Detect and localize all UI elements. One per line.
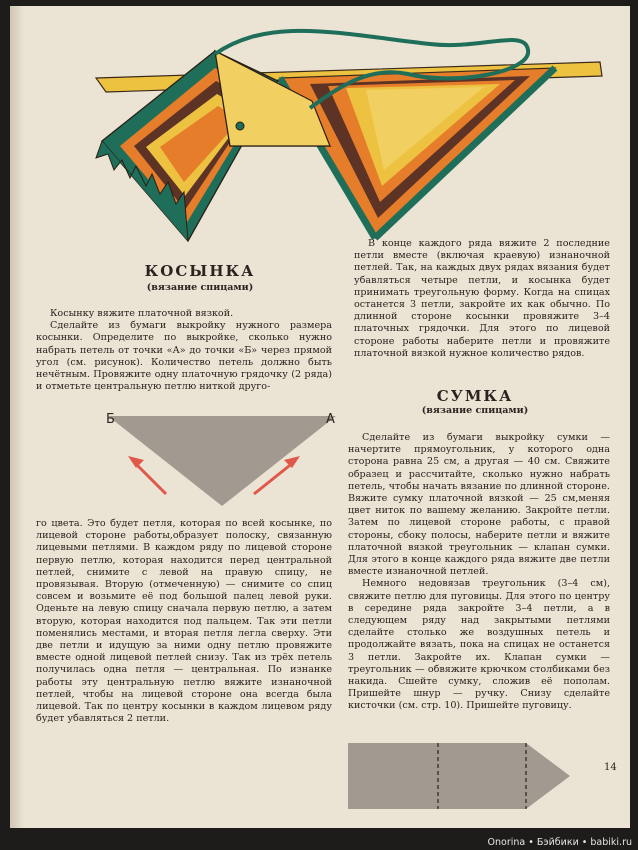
paragraph: В конце каждого ряда вяжите 2 последние петли вместе (включая краевую) изнаночной петлей. Так, на каждых двух рядах вязания будет убавляться четыре петли, и косынка будет принимать треугольную форму. Когда на спицах останется 3 петли, закройте их как обычно. По длинной стороне косынки провяжите 3–4 платочных грядочки. Для этого по лицевой стороне работы наберите петли и провяжите платочной вязкой нужное количество рядов. — [354, 238, 610, 359]
paragraph: Немного недовязав треугольник (3–4 см), свяжите петлю для пуговицы. Для этого по центру в середине ряда закройте 3–4 петли, а в следующем ряду над закрытыми петлями сделайте столько же воздушных петель и продолжайте вязать, пока на спицах не останется 3 петли. Закройте их. Клапан сумки — треугольник — обвяжите крючком столбиками без накида. Сшейте сумку, сложив её пополам. Пришейте шнур — ручку. Снизу сделайте кисточки (см. стр. 10). Пришейте пуговицу. — [348, 578, 610, 712]
kerchief-title: КОСЫНКА — [144, 262, 256, 280]
bag-text — [348, 432, 610, 713]
magazine-page — [10, 6, 630, 828]
paragraph: Сделайте из бумаги выкройку сумки — начертите прямоугольник, у которого одна сторона равна 25 см, а другая — 40 см. Свяжите образец и рассчитайте, сколько нужно набрать петель, чтобы начать вязание по длинной стороне. Вяжите сумку платочной вязкой — 25 см,меняя цвет ниток по вашему желанию. Закройте петли. Затем по лицевой стороне работы, с правой стороны, сбоку полосы, наберите петли и вяжите платочной вязкой треугольник — клапан сумки. Для этого в конце каждого ряда вяжите две петли вместе изнаночной петлей. — [348, 432, 610, 578]
bag-subtitle: (вязание спицами) — [421, 405, 529, 416]
watermark-credit: Onorina • Бэйбики • babiki.ru — [487, 837, 632, 848]
kerchief-bag-illustration — [10, 6, 630, 256]
kerchief-text-top — [36, 308, 332, 393]
kerchief-pattern-diagram — [104, 410, 340, 510]
paragraph: Косынку вяжите платочной вязкой. — [50, 308, 234, 319]
page-number: 14 — [604, 762, 617, 773]
kerchief-text-right — [354, 238, 610, 360]
kerchief-text-bottom — [36, 518, 332, 725]
paragraph: Сделайте из бумаги выкройку нужного размера косынки. Определите по выкройке, сколько нужно набрать петель от точки «А» до точки «Б» через прямой угол (см. рисунок). Количество петель должно быть нечётным. Провяжите одну платочную грядочку (2 ряда) и отметьте центральную петлю ниткой друго- — [36, 320, 332, 393]
bag-title: СУМКА — [436, 387, 514, 405]
kerchief-subtitle: (вязание спицами) — [146, 282, 254, 293]
paragraph: го цвета. Это будет петля, которая по всей косынке, по лицевой стороне работы,образует полоску, связанную лицевыми петлями. В каждом ряду по лицевой стороне первую петлю, которая находится перед центральной петлей, снимите с левой на правую спицу, не провязывая. Вторую (отмеченную) — снимите со спиц совсем и возьмите её под большой палец левой руки. Оденьте на левую спицу сначала первую петлю, а затем вторую, которая находится под пальцем. Так эти петли поменялись местами, и вторая петля легла сверху. Эти две петли и идущую за ними одну петлю провяжите вместе одной лицевой петлей снизу. Так из трёх петель получилась одна петля — центральная. По изнанке работы эту центральную петлю вяжите изнаночной петлей, чтобы на лицевой стороне она всегда была лицевой. Так по центру косынки в каждом лицевом ряду будет убавляться 2 петли. — [36, 518, 332, 725]
bag-pattern-diagram — [346, 741, 572, 811]
point-a-label: А — [326, 412, 335, 427]
point-b-label: Б — [106, 412, 115, 427]
